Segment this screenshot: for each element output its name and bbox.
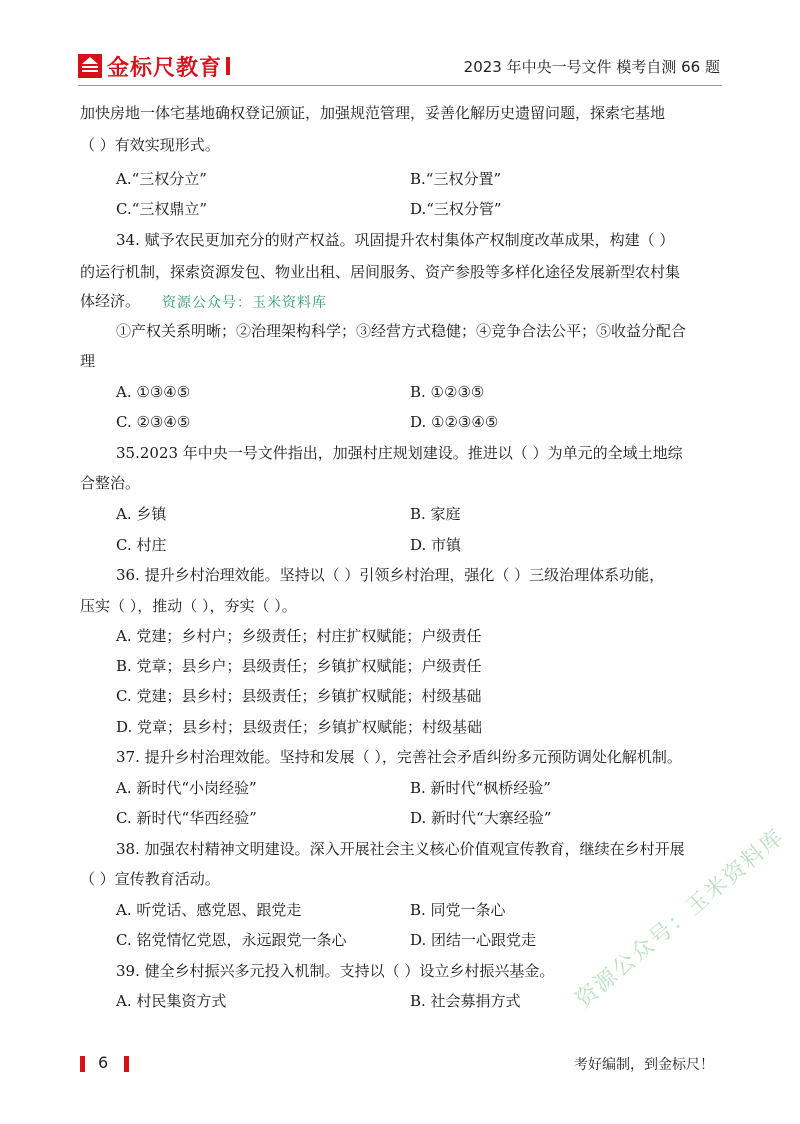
q35-option-b: B. 家庭	[410, 505, 461, 523]
q33-option-a: A.“三权分立”	[116, 170, 207, 188]
page-header	[0, 0, 800, 90]
q37-option-b: B. 新时代“枫桥经验”	[410, 779, 551, 797]
q38-stem-line: 38. 加强农村精神文明建设。深入开展社会主义核心价值观宣传教育，继续在乡村开展	[116, 840, 685, 858]
brand-logo	[78, 52, 230, 80]
q35-stem-line: 合整治。	[80, 474, 141, 492]
q39-option-b: B. 社会募捐方式	[410, 992, 521, 1010]
logo-text: 金标尺教育	[107, 55, 223, 81]
document-title: 2023 年中央一号文件 模考自测 66 题	[463, 58, 720, 76]
q36-option-b: B. 党章；县乡户；县级责任；乡镇扩权赋能；户级责任	[116, 657, 482, 675]
q35-stem-line: 35.2023 年中央一号文件指出，加强村庄规划建设。推进以（ ）为单元的全域土地综	[116, 444, 683, 462]
q39-stem-line: 39. 健全乡村振兴多元投入机制。支持以（ ）设立乡村振兴基金。	[116, 962, 555, 980]
q37-option-c: C. 新时代“华西经验”	[116, 809, 257, 827]
q34-stem-line: 34. 赋予农民更加充分的财产权益。巩固提升农村集体产权制度改革成果，构建（ ）	[116, 231, 675, 249]
q33-option-c: C.“三权鼎立”	[116, 200, 208, 218]
q35-option-c: C. 村庄	[116, 536, 167, 554]
q37-option-d: D. 新时代“大寨经验”	[410, 809, 552, 827]
footer-left-mark	[80, 1056, 85, 1072]
q38-option-d: D. 团结一心跟党走	[410, 931, 537, 949]
q33-text-line: （ ）有效实现形式。	[80, 136, 220, 154]
footer-slogan: 考好编制，到金标尺！	[574, 1057, 714, 1073]
diagonal-watermark: 资源公众号：玉米资料库	[571, 824, 790, 1013]
q34-statements: ①产权关系明晰；②治理架构科学；③经营方式稳健；④竞争合法公平；⑤收益分配合	[116, 322, 687, 340]
q34-option-c: C. ②③④⑤	[116, 413, 191, 431]
q35-option-d: D. 市镇	[410, 536, 462, 554]
q34-option-a: A. ①③④⑤	[116, 383, 191, 401]
inline-watermark: 资源公众号：玉米资料库	[162, 295, 327, 311]
q33-option-d: D.“三权分管”	[410, 200, 502, 218]
q35-option-a: A. 乡镇	[116, 505, 167, 523]
q34-option-d: D. ①②③④⑤	[410, 413, 499, 431]
q36-option-c: C. 党建；县乡村；县级责任；乡镇扩权赋能；村级基础	[116, 687, 482, 705]
q36-option-d: D. 党章；县乡村；县级责任；乡镇扩权赋能；村级基础	[116, 718, 483, 736]
footer-right-mark	[124, 1056, 129, 1072]
q34-statements: 理	[80, 352, 96, 370]
logo-icon	[78, 54, 102, 78]
q34-stem-line: 体经济。	[80, 292, 141, 310]
q38-stem-line: （ ）宣传教育活动。	[80, 870, 220, 888]
q36-option-a: A. 党建；乡村户；乡级责任；村庄扩权赋能；户级责任	[116, 627, 482, 645]
q33-text-line: 加快房地一体宅基地确权登记颁证，加强规范管理，妥善化解历史遗留问题，探索宅基地	[80, 104, 666, 122]
q37-stem-line: 37. 提升乡村治理效能。坚持和发展（ ），完善社会矛盾纠纷多元预防调处化解机制。	[116, 748, 682, 766]
q39-option-a: A. 村民集资方式	[116, 992, 227, 1010]
q38-option-b: B. 同党一条心	[410, 901, 506, 919]
q36-stem-line: 36. 提升乡村治理效能。坚持以（ ）引领乡村治理，强化（ ）三级治理体系功能，	[116, 566, 665, 584]
q33-option-b: B.“三权分置”	[410, 170, 502, 188]
header-divider	[78, 85, 722, 86]
logo-bar-decoration	[226, 57, 230, 75]
q38-option-c: C. 铭党情忆党恩，永远跟党一条心	[116, 931, 347, 949]
q38-option-a: A. 听党话、感党恩、跟党走	[116, 901, 302, 919]
q34-option-b: B. ①②③⑤	[410, 383, 485, 401]
q34-stem-line: 的运行机制，探索资源发包、物业出租、居间服务、资产参股等多样化途径发展新型农村集	[80, 263, 681, 281]
q36-stem-line: 压实（ ），推动（ ），夯实（ ）。	[80, 597, 297, 615]
page-number: 6	[98, 1053, 109, 1072]
q37-option-a: A. 新时代“小岗经验”	[116, 779, 257, 797]
